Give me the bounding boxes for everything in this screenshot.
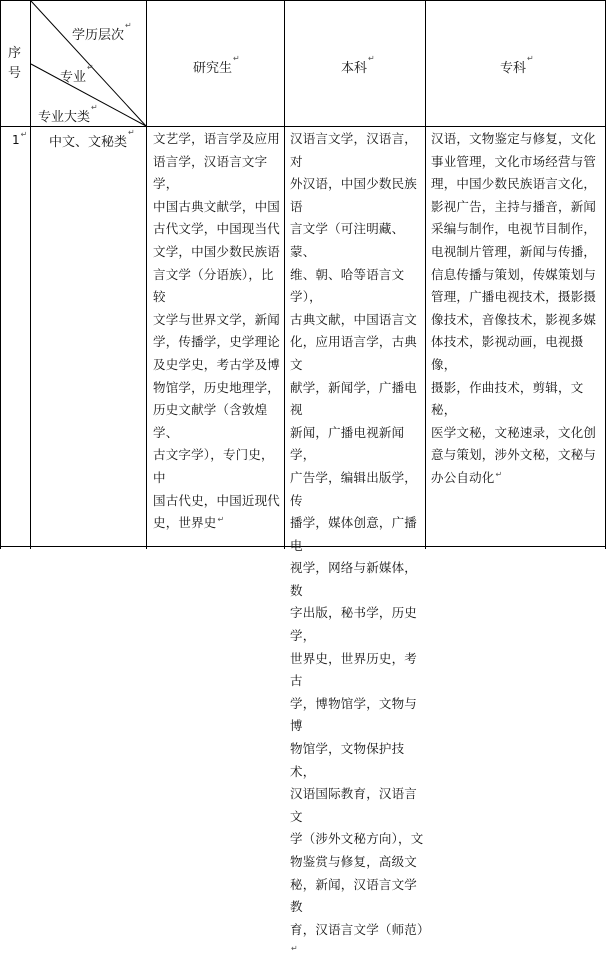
paragraph-mark: ↵ [291, 944, 298, 954]
cell-line: 广告学，编辑出版学，传 [290, 469, 418, 508]
cell-line: 言文学（分语族），比较 [153, 266, 274, 305]
cell-line: 国古代史，中国近现代 [153, 492, 281, 508]
cell-line: 文艺学，语言学及应用 [153, 131, 281, 146]
cell-line: 言文学（可注明藏、蒙、 [290, 221, 405, 259]
cell-line: 物鉴赏与修复，高级文 [290, 854, 418, 869]
cell-line: 世界史，世界历史，考古 [290, 650, 418, 689]
header-graduate: 研究生↵ [193, 54, 240, 76]
cell-line: 学，博物馆学，文物与博 [290, 695, 418, 734]
header-category-label: 专业大类↵ [38, 103, 98, 125]
row-seq: 1↵ [12, 130, 28, 147]
header-major-label: 专业↵ [60, 63, 94, 85]
cell-line: 汉语言文学，汉语言，对 [290, 131, 418, 169]
cell-line: 史，世界史↵ [153, 515, 225, 531]
paragraph-mark: ↵ [217, 515, 225, 525]
cell-line: 化，应用语言学，古典文 [290, 334, 418, 372]
cell-line: 摄影，作曲技术，剪辑，文秘， [431, 379, 584, 418]
cell-line: 学，传播学，史学理论 [153, 334, 281, 350]
cell-line: 字出版，秘书学，历史学， [290, 605, 418, 644]
cell-line: 体技术，影视动画，电视摄像， [431, 334, 584, 372]
cell-line: 汉语，文物鉴定与修复，文化 [431, 131, 597, 146]
cell-junior-majors [431, 128, 605, 490]
row-category: 中文、文秘类↵ [49, 128, 135, 150]
cell-line: 像技术，音像技术，影视多媒 [431, 311, 597, 327]
cell-line: 文学，中国少数民族语 [153, 243, 281, 259]
cell-line: 古文字学），专门史，中 [153, 447, 274, 485]
header-junior: 专科↵ [500, 54, 534, 76]
paragraph-mark: ↵ [495, 469, 503, 479]
cell-line: 播学，媒体创意，广播电 [290, 515, 418, 553]
cell-line: 中国古典文献学，中国 [153, 198, 281, 214]
cell-line: 及史学史，考古学及博 [153, 356, 281, 372]
cell-line: 古典文献，中国语言文 [290, 311, 418, 327]
cell-line: 秘，新闻，汉语言文学教 [290, 876, 418, 915]
cell-line: 育，汉语言文学（师范）↵ [290, 921, 430, 954]
cell-line: 物馆学，文物保护技术， [290, 741, 405, 779]
cell-line: 办公自动化↵ [431, 469, 503, 485]
cell-graduate-majors [153, 128, 283, 535]
header-seq [8, 44, 26, 84]
cell-line: 维、朝、哈等语言文学）， [290, 266, 405, 305]
header-level-label: 学历层次↵ [72, 21, 132, 43]
cell-line: 理，中国少数民族语言文化， [431, 176, 597, 192]
cell-undergraduate-majors [290, 128, 430, 964]
cell-line: 古代文学，中国现当代 [153, 221, 281, 237]
cell-line: 外汉语，中国少数民族语 [290, 176, 418, 214]
cell-line: 视学，网络与新媒体，数 [290, 560, 418, 598]
cell-line: 采编与制作，电视节目制作， [431, 221, 597, 237]
cell-line: 事业管理，文化市场经营与管 [431, 153, 597, 169]
header-undergraduate: 本科↵ [341, 54, 375, 76]
cell-line: 影视广告，主持与播音，新闻 [431, 198, 597, 214]
cell-line: 意与策划，涉外文秘，文秘与 [431, 447, 597, 463]
header-seq-char-2: 号 [8, 66, 22, 81]
cell-line: 电视制片管理，新闻与传播， [431, 243, 597, 259]
cell-line: 物馆学，历史地理学， [153, 379, 281, 395]
cell-line: 汉语国际教育，汉语言文 [290, 786, 418, 824]
cell-line: 信息传播与策划，传媒策划与 [431, 266, 597, 282]
cell-line: 献学，新闻学，广播电视 [290, 379, 418, 418]
cell-line: 新闻，广播电视新闻学， [290, 424, 405, 463]
cell-line: 历史文献学（含敦煌学、 [153, 402, 268, 440]
cell-line: 管理，广播电视技术，摄影摄 [431, 289, 597, 305]
cell-line: 语言学，汉语言文字学， [153, 153, 268, 192]
cell-line: 文学与世界文学，新闻 [153, 311, 281, 327]
cell-line: 医学文秘，文秘速录，文化创 [431, 424, 597, 440]
cell-line: 学（涉外文秘方向），文 [290, 831, 424, 847]
header-seq-char-1: 序 [8, 46, 22, 61]
